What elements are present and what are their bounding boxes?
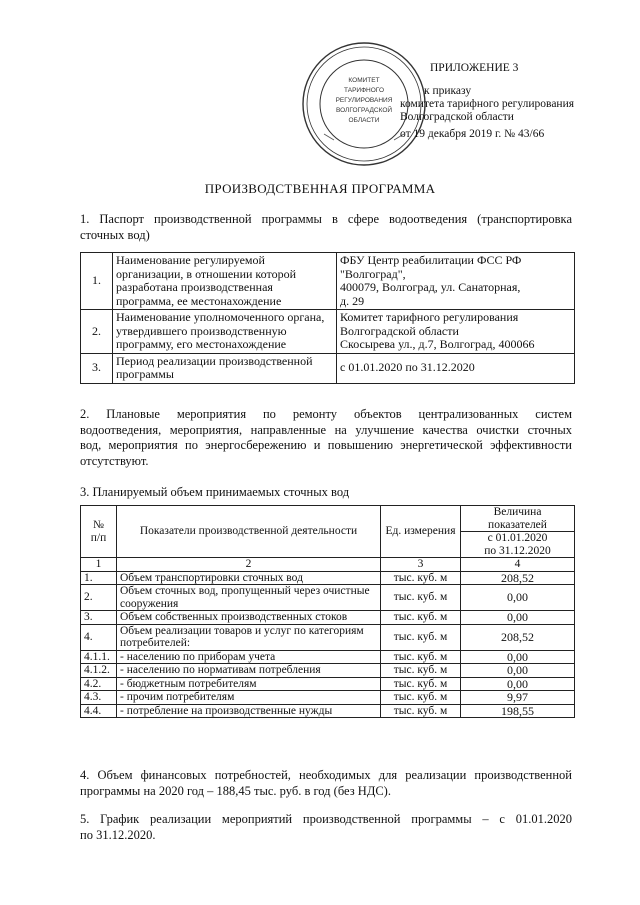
row-value: 208,52 <box>461 624 575 650</box>
section1-heading <box>80 212 572 243</box>
appendix-line-4: от 19 декабря 2019 г. № 43/66 <box>400 128 545 140</box>
seal-line-1: КОМИТЕТ <box>348 77 380 84</box>
row-unit: тыс. куб. м <box>381 664 461 678</box>
row-num: 4.1.2. <box>81 664 117 678</box>
passport-value: Комитет тарифного регулирования Волгоградской области Скосырева ул., д.7, Волгоград, 400066 <box>337 310 575 354</box>
col-number: 4 <box>461 558 575 572</box>
row-num: 4.3. <box>81 691 117 705</box>
appendix-title: ПРИЛОЖЕНИЕ 3 <box>430 62 519 74</box>
passport-value: ФБУ Центр реабилитации ФСС РФ "Волгоград", 400079, Волгоград, ул. Санаторная, д. 29 <box>337 253 575 310</box>
section4-text <box>80 768 572 799</box>
header-unit: Ед. измерения <box>381 506 461 558</box>
table-row <box>81 650 575 664</box>
row-num: 4. <box>81 624 117 650</box>
section2-line-1: 2. Плановые мероприятия по ремонту объектов централизованных систем <box>80 407 572 421</box>
passport-num: 3. <box>81 353 113 383</box>
row-unit: тыс. куб. м <box>381 571 461 585</box>
col-number: 2 <box>117 558 381 572</box>
section5-text <box>80 812 572 843</box>
table-row <box>81 571 575 585</box>
table-header-row <box>81 506 575 532</box>
row-unit: тыс. куб. м <box>381 677 461 691</box>
passport-table <box>80 252 575 384</box>
row-label: Объем собственных производственных стоков <box>117 611 381 625</box>
passport-label: Наименование регулируемой организации, в отношении которой разработана производственная программа, ее местонахождение <box>113 253 337 310</box>
row-value: 0,00 <box>461 611 575 625</box>
row-label: - населению по приборам учета <box>117 650 381 664</box>
passport-label: Период реализации производственной программы <box>113 353 337 383</box>
appendix-line-3: Волгоградской области <box>400 111 514 123</box>
row-num: 3. <box>81 611 117 625</box>
section3-heading: 3. Планируемый объем принимаемых сточных вод <box>80 485 350 499</box>
row-num: 4.1.1. <box>81 650 117 664</box>
seal-line-4: ВОЛГОГРАДСКОЙ <box>335 107 393 114</box>
table-row <box>81 704 575 718</box>
section1-heading-line-1: 1. Паспорт производственной программы в сфере водоотведения (транспортировка <box>80 212 572 226</box>
table-row <box>81 677 575 691</box>
seal-line-5: ОБЛАСТИ <box>348 117 380 124</box>
section4-line-1: 4. Объем финансовых потребностей, необходимых для реализации производственной <box>80 768 572 782</box>
passport-num: 2. <box>81 310 113 354</box>
row-value: 0,00 <box>461 664 575 678</box>
section4-line-2: программы на 2020 год – 188,45 тыс. руб. в год (без НДС). <box>80 783 391 798</box>
section2-line-4: отсутствуют. <box>80 453 149 468</box>
header-indicator: Показатели производственной деятельности <box>117 506 381 558</box>
row-label: - бюджетным потребителям <box>117 677 381 691</box>
col-number: 3 <box>381 558 461 572</box>
header-period: с 01.01.2020 по 31.12.2020 <box>461 532 575 558</box>
row-num: 2. <box>81 585 117 611</box>
section2-line-3: вод, мероприятия по энергосбережению и повышению энергетической эффективности <box>80 438 572 452</box>
row-num: 1. <box>81 571 117 585</box>
table-row <box>81 585 575 611</box>
table-row <box>81 611 575 625</box>
section5-line-2: по 31.12.2020. <box>80 827 156 842</box>
row-value: 0,00 <box>461 650 575 664</box>
row-value: 208,52 <box>461 571 575 585</box>
appendix-line-2: комитета тарифного регулирования <box>400 98 575 110</box>
row-label: - прочим потребителям <box>117 691 381 705</box>
table-row <box>81 691 575 705</box>
row-unit: тыс. куб. м <box>381 704 461 718</box>
col-number: 1 <box>81 558 117 572</box>
table-row <box>81 310 575 354</box>
row-label: Объем реализации товаров и услуг по категориям потребителей: <box>117 624 381 650</box>
appendix-line-1: к приказу <box>424 85 472 97</box>
section2-line-2: водоотведения, мероприятия, направленные на улучшение качества очистки сточных <box>80 422 572 437</box>
row-label: - потребление на производственные нужды <box>117 704 381 718</box>
row-label: - населению по нормативам потребления <box>117 664 381 678</box>
volume-table <box>80 505 575 718</box>
table-row <box>81 353 575 383</box>
row-num: 4.4. <box>81 704 117 718</box>
row-unit: тыс. куб. м <box>381 611 461 625</box>
row-value: 0,00 <box>461 585 575 611</box>
row-value: 0,00 <box>461 677 575 691</box>
table-colnum-row <box>81 558 575 572</box>
header-num: № п/п <box>81 506 117 558</box>
seal-line-3: РЕГУЛИРОВАНИЯ <box>335 97 393 104</box>
table-row <box>81 624 575 650</box>
row-unit: тыс. куб. м <box>381 624 461 650</box>
section5-line-1: 5. График реализации мероприятий производственной программы – с 01.01.2020 <box>80 812 572 826</box>
row-label: Объем сточных вод, пропущенный через очистные сооружения <box>117 585 381 611</box>
row-value: 198,55 <box>461 704 575 718</box>
row-value: 9,97 <box>461 691 575 705</box>
seal-line-2: ТАРИФНОГО <box>344 87 384 94</box>
row-unit: тыс. куб. м <box>381 650 461 664</box>
table-row <box>81 664 575 678</box>
passport-value: с 01.01.2020 по 31.12.2020 <box>337 353 575 383</box>
section1-heading-line-2: сточных вод) <box>80 227 150 242</box>
section2-text <box>80 407 572 469</box>
table-row <box>81 253 575 310</box>
header-value-title: Величина показателей <box>461 506 575 532</box>
row-label: Объем транспортировки сточных вод <box>117 571 381 585</box>
row-unit: тыс. куб. м <box>381 691 461 705</box>
passport-label: Наименование уполномоченного органа, утвердившего производственную программу, его местонахождение <box>113 310 337 354</box>
row-num: 4.2. <box>81 677 117 691</box>
row-unit: тыс. куб. м <box>381 585 461 611</box>
page-title: ПРОИЗВОДСТВЕННАЯ ПРОГРАММА <box>204 181 436 196</box>
passport-num: 1. <box>81 253 113 310</box>
